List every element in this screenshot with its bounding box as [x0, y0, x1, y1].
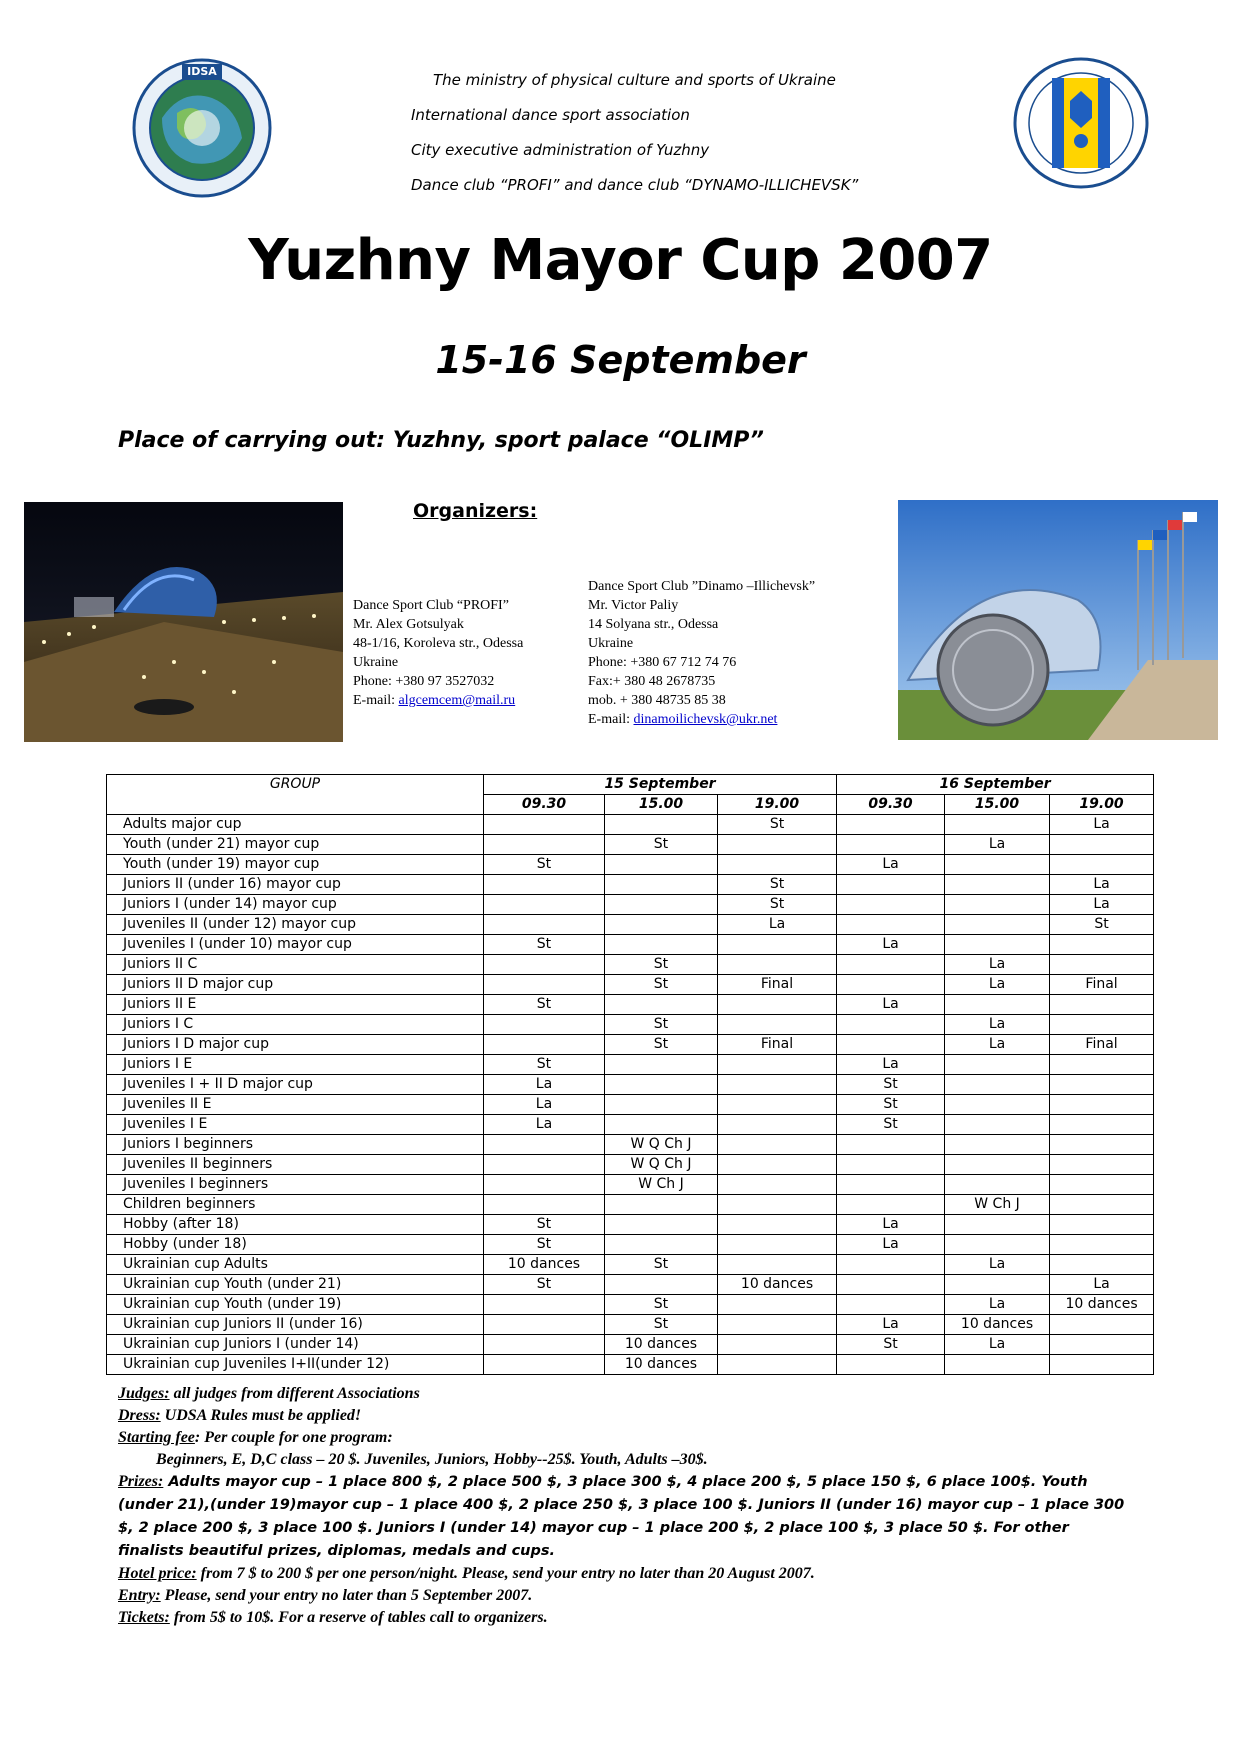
table-row: [107, 1075, 1154, 1095]
program-cell: [718, 1015, 837, 1035]
program-cell: [945, 915, 1050, 935]
program-cell: [605, 1235, 718, 1255]
program-cell: St: [605, 1015, 718, 1035]
program-cell: [718, 1195, 837, 1215]
table-row: [107, 1135, 1154, 1155]
program-cell: 10 dances: [718, 1275, 837, 1295]
program-cell: [718, 855, 837, 875]
program-cell: [945, 1055, 1050, 1075]
table-row: [107, 915, 1154, 935]
table-row: [107, 935, 1154, 955]
organizer-profi-line: 48-1/16, Koroleva str., Odessa: [353, 636, 524, 651]
time-header: 19.00: [1050, 795, 1154, 815]
program-cell: [718, 955, 837, 975]
program-cell: [945, 1115, 1050, 1135]
fee-text: : Per couple for one program:: [194, 1429, 393, 1446]
time-header: 15.00: [945, 795, 1050, 815]
group-name-cell: Juniors I E: [107, 1055, 484, 1075]
group-name-cell: Juveniles I beginners: [107, 1175, 484, 1195]
table-row: [107, 1095, 1154, 1115]
group-name-cell: Juniors I (under 14) mayor cup: [107, 895, 484, 915]
time-header: 19.00: [718, 795, 837, 815]
program-cell: [718, 1315, 837, 1335]
program-cell: [605, 995, 718, 1015]
program-cell: [484, 1195, 605, 1215]
program-cell: [484, 1135, 605, 1155]
program-cell: St: [837, 1095, 945, 1115]
time-header: 09.30: [484, 795, 605, 815]
program-cell: [1050, 1195, 1154, 1215]
table-row: [107, 1295, 1154, 1315]
program-cell: St: [605, 835, 718, 855]
program-cell: [1050, 1095, 1154, 1115]
program-cell: La: [1050, 895, 1154, 915]
program-cell: St: [605, 1295, 718, 1315]
organizer-profi-line: Phone: +380 97 3527032: [353, 674, 495, 689]
organizer-dinamo-email-row: [588, 710, 815, 729]
program-cell: [718, 1115, 837, 1135]
program-cell: [945, 875, 1050, 895]
program-cell: La: [837, 1235, 945, 1255]
table-row: [107, 875, 1154, 895]
stadium-night-photo: [24, 502, 343, 742]
program-cell: La: [945, 975, 1050, 995]
program-cell: St: [484, 1275, 605, 1295]
schedule-body: [107, 815, 1154, 1375]
table-row: [107, 1035, 1154, 1055]
group-name-cell: Juniors II E: [107, 995, 484, 1015]
group-name-cell: Ukrainian cup Juniors I (under 14): [107, 1335, 484, 1355]
program-cell: [945, 1275, 1050, 1295]
program-cell: [718, 1055, 837, 1075]
organizer-profi: [353, 596, 523, 710]
group-name-cell: Juveniles II beginners: [107, 1155, 484, 1175]
program-cell: [1050, 835, 1154, 855]
dress-label: Dress:: [118, 1407, 161, 1424]
program-cell: [837, 915, 945, 935]
program-cell: [605, 1115, 718, 1135]
program-cell: [1050, 935, 1154, 955]
program-cell: [945, 855, 1050, 875]
table-row: [107, 895, 1154, 915]
program-cell: St: [605, 955, 718, 975]
table-row: [107, 1195, 1154, 1215]
schedule-table: [106, 774, 1154, 1375]
program-cell: [605, 1055, 718, 1075]
program-cell: [605, 895, 718, 915]
table-row: [107, 815, 1154, 835]
program-cell: [837, 895, 945, 915]
group-name-cell: Ukrainian cup Youth (under 21): [107, 1275, 484, 1295]
group-name-cell: Juveniles I (under 10) mayor cup: [107, 935, 484, 955]
event-place: Place of carrying out: Yuzhny, sport palace “OLIMP”: [118, 428, 764, 453]
program-cell: [837, 1135, 945, 1155]
tickets-note: [118, 1607, 1138, 1629]
organizer-dinamo-line: Ukraine: [588, 636, 634, 651]
program-cell: [718, 835, 837, 855]
program-cell: [1050, 1015, 1154, 1035]
program-cell: La: [1050, 815, 1154, 835]
program-cell: [718, 1215, 837, 1235]
program-cell: [837, 875, 945, 895]
group-name-cell: Hobby (under 18): [107, 1235, 484, 1255]
program-cell: [718, 1295, 837, 1315]
program-cell: La: [945, 835, 1050, 855]
organizer-dinamo-line: 14 Solyana str., Odessa: [588, 617, 719, 632]
program-cell: [837, 1155, 945, 1175]
program-cell: [945, 935, 1050, 955]
program-cell: 10 dances: [605, 1355, 718, 1375]
program-cell: [605, 815, 718, 835]
program-cell: [837, 1195, 945, 1215]
hotel-label: Hotel price:: [118, 1565, 197, 1582]
program-cell: [1050, 1075, 1154, 1095]
group-name-cell: Ukrainian cup Youth (under 19): [107, 1295, 484, 1315]
page-title: Yuzhny Mayor Cup 2007: [248, 228, 993, 293]
judges-note: [118, 1383, 1138, 1405]
organizer-dinamo-line: Fax:+ 380 48 2678735: [588, 674, 716, 689]
table-row: [107, 1315, 1154, 1335]
program-cell: [484, 1295, 605, 1315]
organizer-profi-email-link[interactable]: algcemcem@mail.ru: [398, 693, 516, 708]
table-row: [107, 1355, 1154, 1375]
program-cell: [1050, 1315, 1154, 1335]
program-cell: La: [945, 955, 1050, 975]
program-cell: St: [1050, 915, 1154, 935]
program-cell: [718, 1075, 837, 1095]
program-cell: [605, 1215, 718, 1235]
program-cell: St: [718, 895, 837, 915]
program-cell: [945, 1215, 1050, 1235]
group-name-cell: Children beginners: [107, 1195, 484, 1215]
hotel-note: [118, 1563, 1138, 1585]
program-cell: [484, 875, 605, 895]
judges-text: all judges from different Associations: [169, 1385, 420, 1402]
header-line-city: City executive administration of Yuzhny: [411, 141, 710, 159]
idsa-logo-label: IDSA: [187, 65, 217, 78]
program-cell: La: [837, 935, 945, 955]
program-cell: La: [837, 1055, 945, 1075]
program-cell: [484, 1155, 605, 1175]
program-cell: [1050, 1055, 1154, 1075]
program-cell: [1050, 1115, 1154, 1135]
header-line-ministry: The ministry of physical culture and sports of Ukraine: [433, 71, 836, 89]
program-cell: [1050, 1255, 1154, 1275]
time-header: 09.30: [837, 795, 945, 815]
program-cell: Final: [718, 975, 837, 995]
organizer-dinamo-line: Dance Sport Club ”Dinamo –Illichevsk”: [588, 579, 816, 594]
program-cell: La: [945, 1295, 1050, 1315]
organizer-dinamo-line: Mr. Victor Paliy: [588, 598, 679, 613]
prizes-label: Prizes:: [118, 1473, 164, 1490]
table-row: [107, 1275, 1154, 1295]
group-name-cell: Adults major cup: [107, 815, 484, 835]
program-cell: La: [945, 1255, 1050, 1275]
group-header: GROUP: [107, 775, 484, 815]
program-cell: W Ch J: [945, 1195, 1050, 1215]
program-cell: [484, 955, 605, 975]
program-cell: St: [484, 1055, 605, 1075]
program-cell: [1050, 1215, 1154, 1235]
table-row: [107, 955, 1154, 975]
tickets-label: Tickets:: [118, 1609, 170, 1626]
table-row: [107, 1055, 1154, 1075]
judges-label: Judges:: [118, 1385, 170, 1402]
program-cell: [837, 815, 945, 835]
program-cell: [945, 1075, 1050, 1095]
program-cell: St: [837, 1335, 945, 1355]
header-line-idsa: International dance sport association: [411, 106, 690, 124]
program-cell: [605, 875, 718, 895]
program-cell: [718, 1355, 837, 1375]
program-cell: [837, 1015, 945, 1035]
program-cell: St: [484, 935, 605, 955]
dress-note: [118, 1405, 1138, 1427]
program-cell: La: [837, 1315, 945, 1335]
group-name-cell: Juveniles I + II D major cup: [107, 1075, 484, 1095]
program-cell: [605, 1195, 718, 1215]
program-cell: [718, 1235, 837, 1255]
program-cell: [484, 895, 605, 915]
program-cell: [837, 835, 945, 855]
table-row: [107, 1335, 1154, 1355]
program-cell: 10 dances: [945, 1315, 1050, 1335]
program-cell: La: [1050, 1275, 1154, 1295]
program-cell: 10 dances: [1050, 1295, 1154, 1315]
program-cell: [945, 1155, 1050, 1175]
group-name-cell: Juniors II D major cup: [107, 975, 484, 995]
program-cell: [1050, 1355, 1154, 1375]
program-cell: La: [945, 1035, 1050, 1055]
group-name-cell: Juniors II C: [107, 955, 484, 975]
program-cell: [484, 1015, 605, 1035]
program-cell: [945, 1355, 1050, 1375]
group-name-cell: Hobby (after 18): [107, 1215, 484, 1235]
program-cell: W Q Ch J: [605, 1155, 718, 1175]
group-name-cell: Ukrainian cup Adults: [107, 1255, 484, 1275]
program-cell: Final: [1050, 1035, 1154, 1055]
program-cell: Final: [718, 1035, 837, 1055]
group-name-cell: Youth (under 19) mayor cup: [107, 855, 484, 875]
program-cell: La: [718, 915, 837, 935]
entry-note: [118, 1585, 1138, 1607]
organizer-profi-line: Mr. Alex Gotsulyak: [353, 617, 464, 632]
program-cell: [837, 1035, 945, 1055]
fee-note: [118, 1427, 1138, 1449]
organizer-profi-line: Ukraine: [353, 655, 399, 670]
organizer-dinamo: [588, 577, 815, 729]
program-cell: W Q Ch J: [605, 1135, 718, 1155]
program-cell: La: [837, 1215, 945, 1235]
organizers-heading: Organizers:: [413, 500, 538, 522]
tickets-text: from 5$ to 10$. For a reserve of tables call to organizers.: [169, 1609, 548, 1626]
dress-text: UDSA Rules must be applied!: [160, 1407, 362, 1424]
group-name-cell: Juveniles II (under 12) mayor cup: [107, 915, 484, 935]
program-cell: La: [1050, 875, 1154, 895]
program-cell: [837, 1295, 945, 1315]
program-cell: [945, 1235, 1050, 1255]
program-cell: [718, 1175, 837, 1195]
program-cell: [945, 895, 1050, 915]
program-cell: [718, 995, 837, 1015]
program-cell: [837, 975, 945, 995]
email-label: E-mail:: [353, 693, 399, 708]
program-cell: [1050, 955, 1154, 975]
event-notes: [118, 1383, 1138, 1629]
program-cell: St: [484, 855, 605, 875]
program-cell: [837, 1275, 945, 1295]
table-row: [107, 1155, 1154, 1175]
program-cell: [605, 1075, 718, 1095]
program-cell: 10 dances: [484, 1255, 605, 1275]
day-header: 15 September: [484, 775, 837, 795]
program-cell: [837, 1255, 945, 1275]
program-cell: [718, 935, 837, 955]
program-cell: 10 dances: [605, 1335, 718, 1355]
program-cell: [837, 1355, 945, 1375]
program-cell: St: [484, 1235, 605, 1255]
program-cell: [1050, 855, 1154, 875]
prizes-note: [118, 1471, 1138, 1563]
group-name-cell: Youth (under 21) mayor cup: [107, 835, 484, 855]
group-name-cell: Ukrainian cup Juniors II (under 16): [107, 1315, 484, 1335]
organizer-profi-email-row: [353, 691, 523, 710]
group-name-cell: Juniors I D major cup: [107, 1035, 484, 1055]
group-name-cell: Ukrainian cup Juveniles I+II(under 12): [107, 1355, 484, 1375]
program-cell: [484, 975, 605, 995]
program-cell: St: [484, 995, 605, 1015]
program-cell: [718, 1095, 837, 1115]
program-cell: [718, 1155, 837, 1175]
table-row: [107, 1255, 1154, 1275]
program-cell: [718, 1335, 837, 1355]
header-line-clubs: Dance club “PROFI” and dance club “DYNAMO-ILLICHEVSK”: [411, 176, 859, 194]
program-cell: St: [605, 1255, 718, 1275]
program-cell: La: [945, 1015, 1050, 1035]
organizer-dinamo-line: mob. + 380 48735 85 38: [588, 693, 726, 708]
program-cell: [484, 1035, 605, 1055]
program-cell: [1050, 1335, 1154, 1355]
program-cell: [945, 995, 1050, 1015]
table-row: [107, 1235, 1154, 1255]
program-cell: St: [718, 815, 837, 835]
program-cell: [484, 835, 605, 855]
program-cell: [945, 1095, 1050, 1115]
organizer-dinamo-line: Phone: +380 67 712 74 76: [588, 655, 737, 670]
program-cell: [605, 915, 718, 935]
table-row: [107, 1175, 1154, 1195]
entry-text: Please, send your entry no later than 5 September 2007.: [160, 1587, 533, 1604]
day-header: 16 September: [837, 775, 1154, 795]
program-cell: [484, 915, 605, 935]
program-cell: [605, 855, 718, 875]
program-cell: St: [718, 875, 837, 895]
program-cell: La: [837, 995, 945, 1015]
table-row: [107, 855, 1154, 875]
time-header: 15.00: [605, 795, 718, 815]
table-row: [107, 835, 1154, 855]
program-cell: La: [484, 1115, 605, 1135]
program-cell: [837, 955, 945, 975]
program-cell: [718, 1255, 837, 1275]
program-cell: [484, 815, 605, 835]
program-cell: [484, 1175, 605, 1195]
program-cell: [1050, 995, 1154, 1015]
organizer-profi-line: Dance Sport Club “PROFI”: [353, 598, 509, 613]
program-cell: [605, 1095, 718, 1115]
program-cell: La: [484, 1095, 605, 1115]
program-cell: [945, 1175, 1050, 1195]
stadium-day-photo: [898, 500, 1218, 740]
program-cell: St: [837, 1075, 945, 1095]
group-name-cell: Juniors II (under 16) mayor cup: [107, 875, 484, 895]
prizes-text: Adults mayor cup – 1 place 800 $, 2 place 500 $, 3 place 300 $, 4 place 200 $, 5 place 150 $, 6 place 100$. Youth (under 21),(under 19)mayor cup – 1 place 400 $, 2 place 250 $, 3 place 100 $. Juniors II (under 16) mayor cup – 1 place 300 $, 2 place 200 $, 3 place 100 $. Juniors I (under 14) mayor cup – 1 place 200 $, 2 place 100 $, 3 place 50 $. For other finalists beautiful prizes, diplomas, medals and cups.: [118, 1474, 1125, 1559]
organizer-dinamo-email-link[interactable]: dinamoilichevsk@ukr.net: [633, 712, 778, 727]
program-cell: St: [484, 1215, 605, 1235]
program-cell: St: [605, 1315, 718, 1335]
program-cell: St: [837, 1115, 945, 1135]
table-row: [107, 1115, 1154, 1135]
hotel-text: from 7 $ to 200 $ per one person/night. Please, send your entry no later than 20 August 2007.: [196, 1565, 815, 1582]
fee-detail: Beginners, E, D,C class – 20 $. Juveniles, Juniors, Hobby--25$. Youth, Adults –30$.: [156, 1451, 708, 1468]
program-cell: [1050, 1135, 1154, 1155]
program-cell: [484, 1355, 605, 1375]
program-cell: [945, 815, 1050, 835]
program-cell: [1050, 1155, 1154, 1175]
program-cell: St: [605, 975, 718, 995]
event-dates: 15-16 September: [435, 338, 806, 382]
fee-label: Starting fee: [118, 1429, 195, 1446]
program-cell: [837, 1175, 945, 1195]
program-cell: [484, 1335, 605, 1355]
group-name-cell: Juniors I beginners: [107, 1135, 484, 1155]
program-cell: [484, 1315, 605, 1335]
entry-label: Entry:: [118, 1587, 161, 1604]
program-cell: [945, 1135, 1050, 1155]
program-cell: Final: [1050, 975, 1154, 995]
program-cell: [1050, 1235, 1154, 1255]
program-cell: [718, 1135, 837, 1155]
program-cell: La: [837, 855, 945, 875]
udsa-logo: [1012, 56, 1150, 190]
program-cell: La: [484, 1075, 605, 1095]
table-row: [107, 1015, 1154, 1035]
table-row: [107, 975, 1154, 995]
program-cell: [605, 1275, 718, 1295]
program-cell: [605, 935, 718, 955]
table-row: [107, 995, 1154, 1015]
program-cell: St: [605, 1035, 718, 1055]
group-name-cell: Juniors I C: [107, 1015, 484, 1035]
group-name-cell: Juveniles II E: [107, 1095, 484, 1115]
program-cell: La: [945, 1335, 1050, 1355]
program-cell: W Ch J: [605, 1175, 718, 1195]
table-row: [107, 1215, 1154, 1235]
email-label: E-mail:: [588, 712, 634, 727]
program-cell: [1050, 1175, 1154, 1195]
group-name-cell: Juveniles I E: [107, 1115, 484, 1135]
idsa-logo: [132, 58, 272, 198]
